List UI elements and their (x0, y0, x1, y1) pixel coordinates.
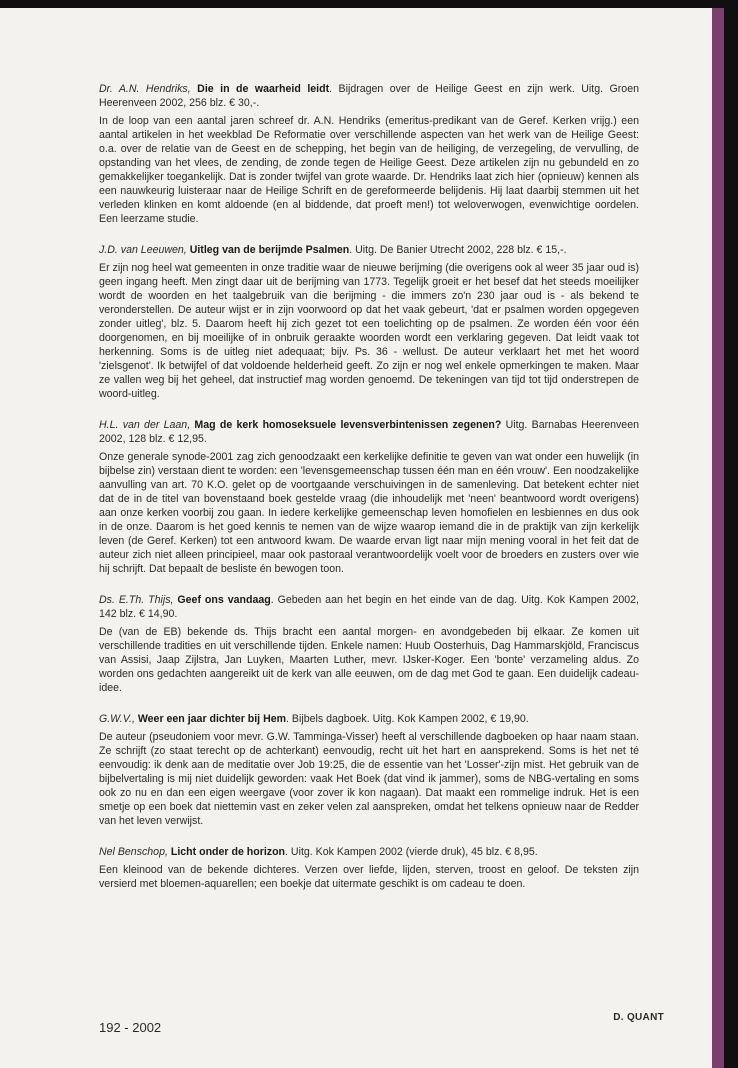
reviews-column (99, 82, 639, 908)
review-heading (99, 243, 639, 257)
review-title: Die in de waarheid leidt (197, 83, 330, 95)
review-title: Weer een jaar dichter bij Hem (137, 713, 287, 725)
review-title: Uitleg van de berijmde Psalmen (189, 244, 350, 256)
page-number: 192 - 2002 (99, 1020, 162, 1035)
review-body: Er zijn nog heel wat gemeenten in onze traditie waar de nieuwe berijming (die overigens ook al weer 35 jaar oud is) geen ingang heeft. Men zingt daar uit de berijming van 1773. Tegelijk groeit er het besef dat het steeds moeilijker wordt de woorden en het taalgebruik van die berijming - die immers zo'n 230 jaar oud is - als bekend te veronderstellen. De auteur wijst er in zijn voorwoord op dat het vaak gebeurt, 'dat er psalmen worden opgegeven zonder uitleg', blz. 5. Daarom heeft hij zich gezet tot een toelichting op de psalmen. Ze worden één voor één doorgenomen, en bij moeilijke of in onbruik geraakte woorden wordt een verklaring gegeven. Dat leidt vaak tot herkenning. Soms is de uitleg niet adequaat; bijv. Ps. 36 - wellust. De auteur verklaart het met het woord 'zielsgenot'. Ik betwijfel of dat voldoende helderheid geeft. Zo zijn er nog wel enkele opmerkingen te maken. Maar ze vallen weg bij het geheel, dat instructief mag worden genoemd. De tekeningen van tijd tot tijd onderstrepen de woord-uitleg. (99, 262, 639, 400)
review-author: Dr. A.N. Hendriks, (99, 83, 191, 95)
review-details: . Bijdragen over de Heilige Geest en zijn werk. Uitg. Groen Heerenveen 2002, 256 blz. € 30,-. (99, 83, 639, 109)
review-title: Geef ons vandaag (177, 594, 271, 606)
review-details: . Gebeden aan het begin en het einde van de dag. Uitg. Kok Kampen 2002, 142 blz. € 14,90. (99, 594, 639, 620)
reviewer-signature: D. QUANT (613, 1012, 664, 1023)
review-author: Ds. E.Th. Thijs, (99, 594, 174, 606)
review-author: H.L. van der Laan, (99, 419, 191, 431)
review-heading (99, 82, 639, 110)
page-edge-band (712, 8, 724, 1068)
review-title: Licht onder de horizon (170, 846, 286, 858)
review-item (99, 418, 639, 576)
review-item (99, 845, 639, 891)
review-body: Onze generale synode-2001 zag zich genoodzaakt een kerkelijke definitie te geven van wat onder een huwelijk (in bijbelse zin) verstaan dient te worden: een 'levensgemeenschap tussen één man en één vrouw'. Een noodzakelijke aanvulling van art. 70 K.O. gelet op de voortgaande verschuivingen in de samenleving. Dat betekent echter niet dat de in de titel van bovenstaand boek gestelde vraag (die inhoudelijk met 'neen' beantwoord wordt overigens) aan onze kerken voorbij zou gaan. In iedere kerkelijke gemeenschap leven homofielen en lesbiennes en dus ook in de onze. Daarom is het goed kennis te nemen van de wijze waarop iemand die in de praktijk van zijn kerkelijk leven (de Geref. Kerken) tot een antwoord kwam. De waarde ervan ligt naar mijn mening vooral in het feit dat de auteur zich niet alleen principieel, maar ook pastoraal verantwoordelijk voelt voor de broeders en zusters over wie hij schrijft. Dat bepaalt de besliste én bewogen toon. (99, 451, 639, 575)
review-heading (99, 418, 639, 446)
review-item (99, 82, 639, 226)
review-body: De auteur (pseudoniem voor mevr. G.W. Tamminga-Visser) heeft al verschillende dagboeken op haar naam staan. Ze schrijft (zo staat terecht op de achterkant) eenvoudig, recht uit het hart en aansprekend. Soms is het net té eenvoudig: ik denk aan de meditatie over Job 19:25, die de essentie van het 'Losser'-zijn mist. Het gebruik van de bijbelvertaling is mij niet duidelijk geworden: vaak Het Boek (dat vind ik jammer), soms de NBG-vertaling en soms ook zo nu en dan een eigen weergave (voor zover ik kon nagaan). Dat maakt een rommelige indruk. Het is een smetje op een boek dat niettemin vast en zeker velen zal aanspreken, omdat het telkens opnieuw naar de Redder van het leven verwijst. (99, 731, 639, 827)
review-author: Nel Benschop, (99, 846, 168, 858)
review-item (99, 712, 639, 828)
review-body: In de loop van een aantal jaren schreef dr. A.N. Hendriks (emeritus-predikant van de Geref. Kerken vrijg.) een aantal artikelen in het weekblad De Reformatie over verschillende aspecten van het werk van de Heilige Geest: o.a. over de relatie van de Geest en de schepping, het begin van de heiliging, de verzegeling, de vervulling, de opstanding van het vlees, de zending, de zonde tegen de Heilige Geest. Deze artikelen zijn nu gebundeld en zo gemakkelijker toegankelijk. Dat is zonder twijfel van grote waarde. Dr. Hendriks laat zich hier (opnieuw) kennen als een nauwkeurig luisteraar naar de Heilige Schrift en de gereformeerde belijdenis. Hij laat daarbij stemmen uit het verleden klinken en komt aldoende (en al biddende, dat proeft men!) tot weloverwogen, evenwichtige oordelen. Een leerzame studie. (99, 115, 639, 225)
review-author: G.W.V., (99, 713, 135, 725)
review-details: Uitg. Barnabas Heerenveen 2002, 128 blz. € 12,95. (99, 419, 639, 445)
review-body: Een kleinood van de bekende dichteres. Verzen over liefde, lijden, sterven, troost en geloof. De teksten zijn versierd met bloemen-aquarellen; een boekje dat uitermate geschikt is om cadeau te doen. (99, 864, 639, 890)
review-details: . Uitg. Kok Kampen 2002 (vierde druk), 45 blz. € 8,95. (285, 846, 538, 858)
review-heading (99, 845, 639, 859)
review-body: De (van de EB) bekende ds. Thijs bracht een aantal morgen- en avondgebeden bij elkaar. Ze komen uit verschillende tradities en uit verschillende tijden. Enkele namen: Huub Oosterhuis, Dag Hammarskjöld, Franciscus van Assisi, Jaap Zijlstra, Jan Luyken, Maarten Luther, mevr. IJsker-Koger. Een 'bonte' verzameling aldus. Zo worden ons gedachten aangereikt uit de kerk van alle eeuwen, om de dag met God te gaan. Een duidelijk cadeau-idee. (99, 626, 639, 694)
review-heading (99, 712, 639, 726)
review-item (99, 593, 639, 695)
review-title: Mag de kerk homoseksuele levensverbintenissen zegenen? (194, 419, 502, 431)
review-details: . Uitg. De Banier Utrecht 2002, 228 blz. € 15,-. (349, 244, 567, 256)
review-item (99, 243, 639, 401)
review-author: J.D. van Leeuwen, (99, 244, 187, 256)
review-heading (99, 593, 639, 621)
review-details: . Bijbels dagboek. Uitg. Kok Kampen 2002, € 19,90. (286, 713, 529, 725)
